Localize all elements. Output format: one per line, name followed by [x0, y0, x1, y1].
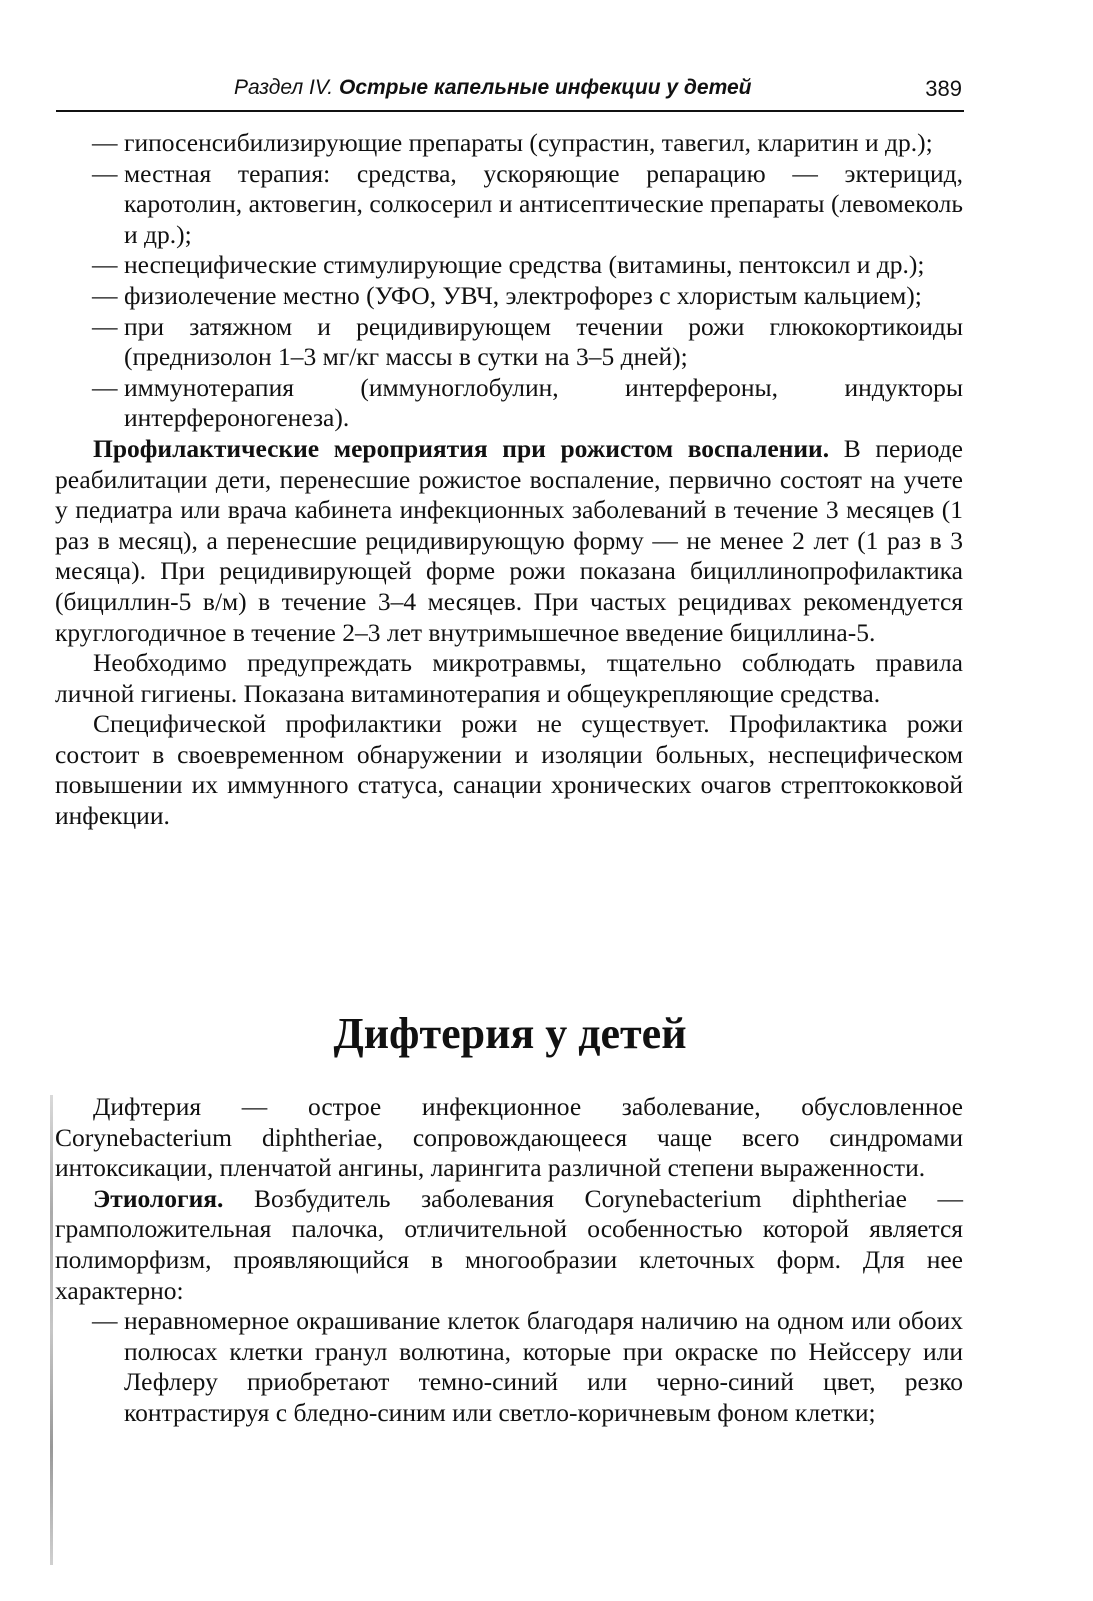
prevention-lead: Профилактические мероприятия при рожистом воспалении.	[93, 433, 830, 463]
list-item: — физиолечение местно (УФО, УВЧ, электрофорез с хлористым кальцием);	[92, 280, 922, 310]
list-item: — при затяжном и рецидивирующем течении рожи глюкокортикоиды (преднизолон 1–3 мг/кг массы в сутки на 3–5 дней);	[92, 311, 963, 372]
diphtheria-intro: Дифтерия — острое инфекционное заболевание, обусловленное Corynebacterium diphtheriae, сопровождающееся чаще всего синдромами интоксикации, пленчатой ангины, ларингита различной степени выраженности.	[55, 1092, 963, 1183]
etiology-paragraph	[55, 1184, 963, 1306]
list-item: — гипосенсибилизирующие препараты (супрастин, тавегил, кларитин и др.);	[92, 128, 933, 157]
etiology-lead: Этиология.	[93, 1183, 224, 1213]
running-head-title	[234, 76, 752, 100]
chapter-heading: Дифтерия у детей	[333, 1009, 687, 1058]
prevention-text: В периоде реабилитации дети, перенесшие рожистое воспаление, первично состоят на учете у педиатра или врача кабинета инфекционных заболеваний в течение 3 месяцев (1 раз в месяц), а перенесшие рецидивирующую форму — не менее 2 лет (1 раз в 3 месяца). При рецидивирующей форме рожи показана бициллинопрофилактика (бициллин-5 в/м) в течение 3–4 месяцев. При частых рецидивах рекомендуется круглогодичное в течение 2–3 лет внутримышечное введение бициллина-5.	[55, 433, 963, 647]
diphtheria-block	[55, 1092, 963, 1429]
feature-list	[55, 1306, 963, 1428]
scan-margin-artifact	[50, 1095, 53, 1565]
treatment-list	[55, 128, 963, 434]
prevention-paragraph	[55, 434, 963, 648]
running-head	[56, 72, 964, 112]
list-item: — местная терапия: средства, ускоряющие репарацию — эктерицид, каротолин, актовегин, солкосерил и антисептические препараты (левомеколь и др.);	[92, 158, 963, 249]
section-title: Острые капельные инфекции у детей	[338, 76, 752, 99]
list-item: — неспецифические стимулирующие средства (витамины, пентоксил и др.);	[92, 250, 925, 280]
treatment-list-block	[55, 128, 963, 832]
etiology-text: Возбудитель заболевания Corynebacterium diphtheriae — грамположительная палочка, отличительной особенностью которой является полиморфизм, проявляющийся в многообразии клеточных форм. Для нее характерно:	[55, 1183, 963, 1305]
list-item: — иммунотерапия (иммуноглобулин, интерфероны, индукторы интерфероногенеза).	[92, 372, 963, 433]
section-label: Раздел IV.	[234, 76, 334, 99]
hygiene-paragraph: Необходимо предупреждать микротравмы, тщательно соблюдать правила личной гигиены. Показана витаминотерапия и общеукрепляющие средства.	[55, 648, 963, 708]
list-item: — неравномерное окрашивание клеток благодаря наличию на одном или обоих полюсах клетки гранул волютина, которые при окраске по Нейссеру или Лефлеру приобретают темно-синий или черно-синий цвет, резко контрастируя с бледно-синим или светло-коричневым фоном клетки;	[92, 1306, 963, 1427]
specific-prevention-paragraph: Специфической профилактики рожи не существует. Профилактика рожи состоит в своевременном обнаружении и изоляции больных, неспецифическом повышении их иммунного статуса, санации хронических очагов стрептококковой инфекции.	[55, 709, 963, 831]
page-number: 389	[925, 76, 962, 101]
